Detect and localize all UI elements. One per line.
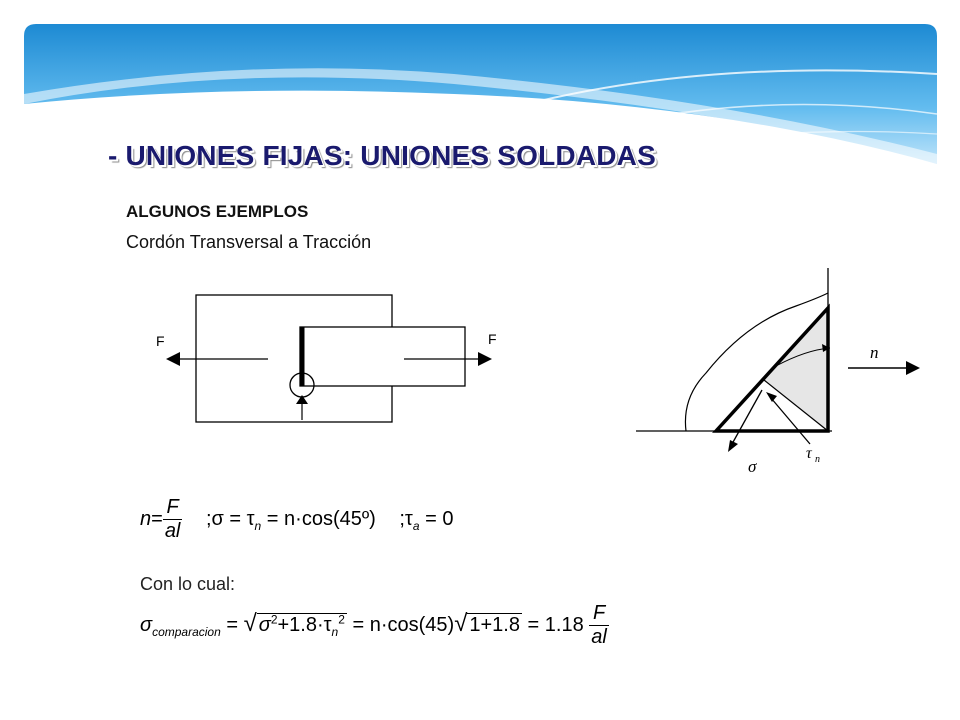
formula-zero: = 0 [425,507,454,530]
section-heading: ALGUNOS EJEMPLOS [126,202,309,221]
normal-label: n [870,343,879,362]
formula-cos45: = n·cos(45º) [266,507,376,530]
formula-line-1 [140,496,453,543]
section-subheading: Cordón Transversal a Tracción [126,232,372,252]
arrow-sigma-icon [728,440,738,452]
sqrt-tau-sub: n [331,624,339,639]
frac-den: al [164,520,181,542]
formula2-sub: comparacion [152,624,221,639]
formula-sub-a: a [412,518,420,533]
fraction2-f-al [589,602,609,649]
formula-line-2 [140,602,609,649]
plate-right [300,327,465,386]
formula-sigma-tau: ;σ = τ [205,507,255,530]
fraction-f-al [163,496,183,543]
sqrt-exp1: 2 [270,612,278,627]
sqrt-tau: +1.8·τ [277,613,332,636]
formula2-result: = 1.18 [527,613,584,636]
force-left-label: F [156,333,165,349]
sigma-label: σ [748,457,757,476]
formula2-sigma: σ [140,613,153,636]
tau-sub-label: n [815,454,820,465]
arrow-normal-icon [906,361,920,375]
arrow-right-icon [478,352,492,366]
lap-joint-diagram [150,290,510,430]
sqrt-icon: √ [243,609,257,637]
formula-tau-a: ;τ [399,507,413,530]
sqrt-sigma: σ [258,613,271,636]
slide-title: - UNIONES FIJAS: UNIONES SOLDADAS [108,140,656,171]
sqrt2-expression: 1+1.8 [469,613,520,636]
sqrt-expression [257,612,347,639]
frac2-num: F [589,602,609,626]
con-lo-cual-text: Con lo cual: [140,574,236,594]
force-right-label: F [488,331,497,347]
formula2-eq1: = [226,613,239,636]
formula2-cos45: = n·cos(45) [352,613,455,636]
frac-num: F [163,496,183,520]
formula-n: n [140,507,152,530]
sqrt-icon-2: √ [454,609,468,637]
formula-eq: = [151,507,163,530]
sqrt-exp2: 2 [338,612,345,627]
fillet-weld-diagram [636,268,936,480]
formula-sub-n: n [254,518,262,533]
tau-label: τ [806,445,812,462]
frac2-den: al [591,626,607,648]
arrow-tau-icon [766,392,777,402]
arrow-left-icon [166,352,180,366]
